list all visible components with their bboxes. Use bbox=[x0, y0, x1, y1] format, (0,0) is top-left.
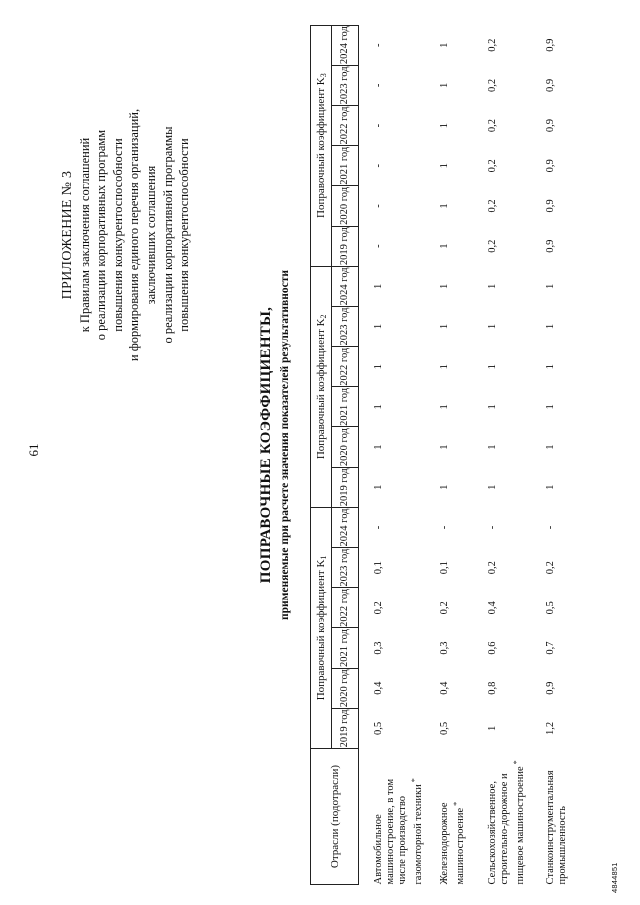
heading-title: ПОПРАВОЧНЫЕ КОЭФФИЦИЕНТЫ, bbox=[258, 306, 274, 584]
coefficient-cell-k2: 1 bbox=[439, 323, 450, 330]
year-header: 2022 год bbox=[332, 588, 359, 628]
coefficient-cell-k1: 0,2 bbox=[545, 561, 556, 575]
group-header-label: Поправочный коэффициент K bbox=[314, 318, 327, 460]
coefficient-cell-k2: 1 bbox=[545, 444, 556, 450]
coefficient-cell-k2: 1 bbox=[373, 283, 384, 289]
appendix-title: ПРИЛОЖЕНИЕ № 3 bbox=[60, 170, 75, 300]
coefficient-cell-k3: 1 bbox=[439, 82, 450, 88]
year-header: 2020 год bbox=[332, 668, 359, 708]
branch-label: Сельскохозяйственное, строительно-дорожное и пищевое машиностроение bbox=[487, 766, 526, 885]
heading-subtitle: применяемые при расчете значения показателей результативности bbox=[279, 270, 291, 620]
coefficient-cell-k1: 0,1 bbox=[373, 561, 384, 575]
coefficient-cell-k1: 0,8 bbox=[487, 681, 498, 695]
coefficient-cell-k3: 1 bbox=[439, 42, 450, 48]
coefficient-cell-k1: 0,6 bbox=[487, 641, 498, 655]
group-subscript: 2 bbox=[318, 314, 328, 319]
coefficient-cell-k3: 1 bbox=[439, 163, 450, 169]
table-row bbox=[359, 25, 436, 884]
coefficient-cell-k3: 0,2 bbox=[487, 159, 498, 173]
coefficient-cell-k2: 1 bbox=[373, 323, 384, 330]
table-body bbox=[359, 25, 586, 884]
coefficient-cell-k3: 1 bbox=[439, 203, 450, 209]
year-header: 2020 год bbox=[332, 186, 359, 226]
coefficient-cell-k1: 0,4 bbox=[487, 601, 498, 615]
footnote-marker: * bbox=[452, 801, 461, 806]
branch-column-header: Отрасли (подотрасли) bbox=[311, 749, 359, 885]
coefficients-table bbox=[310, 25, 585, 885]
appendix-line: о реализации корпоративных программ bbox=[94, 129, 109, 341]
table-row bbox=[541, 25, 585, 884]
coefficient-cell-k1: 0,9 bbox=[545, 681, 556, 695]
coefficient-cell-k2: 1 bbox=[545, 283, 556, 289]
page-number: 61 bbox=[26, 443, 41, 457]
coefficient-cell-k3: 0,9 bbox=[545, 239, 556, 253]
coefficient-cell-k1: 0,5 bbox=[373, 721, 384, 735]
year-header: 2023 год bbox=[332, 65, 359, 105]
coefficient-cell-k3: - bbox=[373, 83, 384, 88]
coefficient-cell-k1: 1 bbox=[487, 725, 498, 732]
coefficient-cell-k3: 0,2 bbox=[487, 78, 498, 92]
coefficient-cell-k3: 1 bbox=[439, 122, 450, 129]
coefficient-cell-k2: 1 bbox=[439, 283, 450, 289]
branch-cell bbox=[483, 749, 541, 885]
coefficient-cell-k3: 0,9 bbox=[545, 38, 556, 52]
appendix-line: заключивших соглашения bbox=[143, 165, 158, 305]
coefficient-cell-k2: 1 bbox=[487, 484, 498, 490]
branch-cell bbox=[541, 749, 585, 885]
coefficient-cell-k1: - bbox=[487, 525, 498, 530]
coefficient-cell-k3: 0,2 bbox=[487, 239, 498, 253]
year-header: 2023 год bbox=[332, 306, 359, 346]
coefficient-cell-k2: 1 bbox=[545, 364, 556, 370]
coefficient-cell-k1: 0,2 bbox=[439, 601, 450, 615]
footnote-marker: * bbox=[512, 760, 521, 765]
coefficient-cell-k3: - bbox=[373, 244, 384, 248]
group-subscript: 1 bbox=[318, 555, 328, 560]
document-heading bbox=[258, 165, 291, 725]
year-header: 2023 год bbox=[332, 548, 359, 588]
coefficient-cell-k3: 0,2 bbox=[487, 199, 498, 213]
group-subscript: 3 bbox=[318, 73, 328, 78]
year-header: 2024 год bbox=[332, 266, 359, 306]
coefficient-cell-k2: 1 bbox=[373, 364, 384, 370]
coefficient-cell-k1: 0,2 bbox=[487, 561, 498, 575]
coefficient-cell-k2: 1 bbox=[373, 444, 384, 450]
coefficient-cell-k1: 0,5 bbox=[439, 721, 450, 735]
table-row bbox=[483, 25, 541, 884]
coefficient-cell-k1: 0,3 bbox=[373, 641, 384, 655]
coefficient-cell-k1: 0,3 bbox=[439, 641, 450, 655]
appendix-line: о реализации корпоративной программы bbox=[160, 126, 175, 344]
year-header: 2019 год bbox=[332, 708, 359, 748]
year-header: 2022 год bbox=[332, 105, 359, 145]
branch-cell bbox=[435, 749, 483, 885]
coefficient-cell-k3: 0,9 bbox=[545, 78, 556, 92]
coefficient-cell-k2: 1 bbox=[487, 364, 498, 370]
coefficient-cell-k2: 1 bbox=[487, 323, 498, 330]
coefficient-cell-k3: - bbox=[373, 43, 384, 47]
coefficient-cell-k2: 1 bbox=[439, 444, 450, 450]
coefficient-cell-k1: - bbox=[439, 525, 450, 530]
coefficient-cell-k2: 1 bbox=[545, 404, 556, 410]
coefficient-cell-k2: 1 bbox=[373, 484, 384, 490]
coefficient-cell-k1: 0,4 bbox=[439, 681, 450, 695]
branch-label: Автомобильное машиностроение, в том числе производство газомоторной техники bbox=[373, 778, 424, 885]
group-header-k2 bbox=[311, 266, 332, 507]
coefficient-cell-k1: 0,5 bbox=[545, 601, 556, 615]
year-header: 2021 год bbox=[332, 146, 359, 186]
year-header: 2021 год bbox=[332, 387, 359, 427]
coefficient-cell-k3: 0,9 bbox=[545, 119, 556, 133]
year-header: 2024 год bbox=[332, 25, 359, 65]
appendix-line: к Правилам заключения соглашений bbox=[77, 137, 92, 333]
year-header: 2024 год bbox=[332, 507, 359, 547]
coefficient-cell-k3: 0,2 bbox=[487, 119, 498, 133]
coefficient-cell-k1: 0,1 bbox=[439, 561, 450, 575]
coefficient-cell-k2: 1 bbox=[373, 404, 384, 410]
coefficient-cell-k2: 1 bbox=[545, 484, 556, 490]
coefficient-cell-k1: - bbox=[545, 525, 556, 530]
coefficient-cell-k3: 0,9 bbox=[545, 199, 556, 213]
appendix-line: и формирования единого перечня организаций, bbox=[127, 108, 142, 362]
coefficient-cell-k3: - bbox=[373, 164, 384, 168]
branch-cell bbox=[359, 749, 436, 885]
coefficient-cell-k2: 1 bbox=[439, 484, 450, 490]
coefficient-cell-k2: 1 bbox=[487, 444, 498, 450]
group-header-label: Поправочный коэффициент K bbox=[314, 559, 327, 701]
coefficient-cell-k2: 1 bbox=[439, 404, 450, 410]
coefficient-cell-k1: 1,2 bbox=[545, 721, 556, 735]
year-header: 2022 год bbox=[332, 347, 359, 387]
table-group-header-row bbox=[311, 25, 332, 884]
year-header: 2019 год bbox=[332, 226, 359, 266]
appendix-line: повышения конкурентоспособности bbox=[177, 138, 192, 332]
coefficient-cell-k1: - bbox=[373, 525, 384, 530]
coefficient-cell-k3: 0,2 bbox=[487, 38, 498, 52]
coefficient-cell-k3: 0,9 bbox=[545, 159, 556, 173]
coefficient-cell-k1: 0,4 bbox=[373, 681, 384, 695]
group-header-k3 bbox=[311, 25, 332, 266]
coefficient-cell-k3: - bbox=[373, 123, 384, 128]
coefficient-cell-k2: 1 bbox=[439, 364, 450, 370]
year-header: 2020 год bbox=[332, 427, 359, 467]
coefficient-cell-k2: 1 bbox=[545, 323, 556, 330]
coefficient-cell-k1: 0,7 bbox=[545, 641, 556, 655]
group-header-label: Поправочный коэффициент K bbox=[314, 77, 327, 218]
coefficient-cell-k2: 1 bbox=[487, 283, 498, 289]
appendix-line: повышения конкурентоспособности bbox=[110, 138, 125, 332]
table-row bbox=[435, 25, 483, 884]
footnote-marker: * bbox=[410, 778, 419, 783]
year-header: 2019 год bbox=[332, 467, 359, 507]
year-header: 2021 год bbox=[332, 628, 359, 668]
group-header-k1 bbox=[311, 507, 332, 748]
appendix-block bbox=[60, 40, 193, 430]
branch-label: Станкоинструментальная промышленность bbox=[545, 770, 568, 885]
coefficient-cell-k1: 0,2 bbox=[373, 601, 384, 615]
branch-label: Железнодорожное машиностроение bbox=[439, 802, 466, 885]
coefficient-cell-k3: - bbox=[373, 204, 384, 208]
document-id: 4844851 bbox=[610, 862, 619, 893]
coefficient-cell-k2: 1 bbox=[487, 404, 498, 410]
coefficient-cell-k3: 1 bbox=[439, 243, 450, 249]
